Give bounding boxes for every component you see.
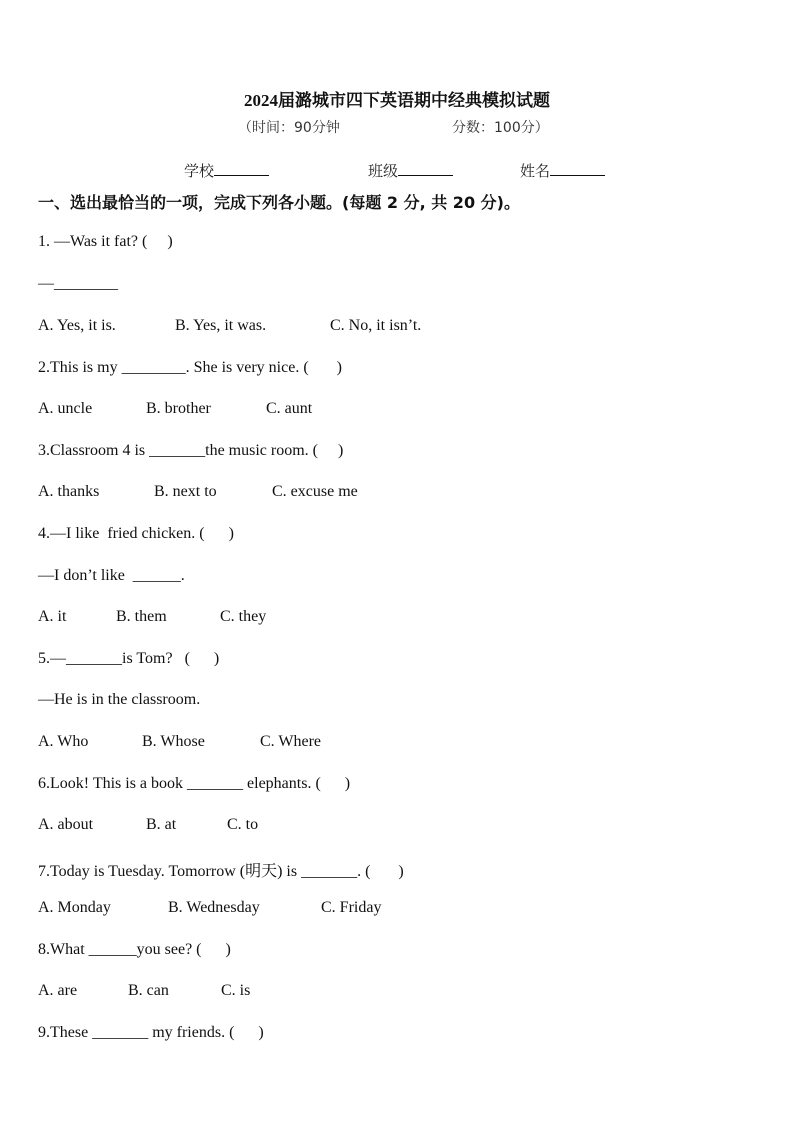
question-2-option-c: C. aunt	[266, 400, 313, 417]
question-6-stem: 6.Look! This is a book _______ elephants. ( )	[38, 775, 351, 792]
school-field	[184, 160, 269, 181]
question-5-option-c: C. Where	[260, 733, 322, 750]
question-8-option-b: B. can	[128, 982, 169, 999]
exam-score: 分数：100分）	[452, 120, 549, 136]
question-6-option-a: A. about	[38, 816, 94, 833]
question-3-stem: 3.Classroom 4 is _______the music room. ( )	[38, 442, 344, 459]
name-field	[520, 160, 605, 181]
question-1-option-a: A. Yes, it is.	[38, 317, 116, 334]
class-field	[368, 160, 453, 181]
question-7-option-c: C. Friday	[321, 899, 382, 916]
question-6-option-b: B. at	[146, 816, 177, 833]
section-heading: 一、选出最恰当的一项，完成下列各小题。(每题 2 分, 共 20 分)。	[38, 193, 520, 212]
school-blank	[214, 161, 269, 176]
question-2-option-a: A. uncle	[38, 400, 93, 417]
school-label: 学校	[184, 162, 215, 180]
question-9-stem: 9.These _______ my friends. ( )	[38, 1024, 264, 1041]
question-8-option-c: C. is	[221, 982, 251, 999]
question-3-option-a: A. thanks	[38, 483, 100, 500]
question-7-option-b: B. Wednesday	[168, 899, 260, 916]
name-label: 姓名	[520, 162, 551, 180]
question-1-option-b: B. Yes, it was.	[175, 317, 267, 334]
question-2-option-b: B. brother	[146, 400, 211, 417]
name-blank	[550, 161, 605, 176]
question-4-option-b: B. them	[116, 608, 167, 625]
question-1-answer-line: —________	[38, 275, 118, 292]
question-4-option-c: C. they	[220, 608, 267, 625]
question-5-option-a: A. Who	[38, 733, 89, 750]
class-blank	[398, 161, 453, 176]
question-8-stem: 8.What ______you see? ( )	[38, 941, 231, 958]
question-3-option-b: B. next to	[154, 483, 217, 500]
class-label: 班级	[368, 162, 399, 180]
page-title: 2024届潞城市四下英语期中经典模拟试题	[244, 91, 550, 110]
question-7-stem: 7.Today is Tuesday. Tomorrow (明天) is _______. ( )	[38, 863, 404, 880]
question-1-option-c: C. No, it isn’t.	[330, 317, 422, 334]
question-7-option-a: A. Monday	[38, 899, 111, 916]
question-1-stem: 1. —Was it fat? ( )	[38, 233, 173, 250]
question-5-option-b: B. Whose	[142, 733, 205, 750]
question-6-option-c: C. to	[227, 816, 259, 833]
question-4-stem: 4.—I like fried chicken. ( )	[38, 525, 234, 542]
question-4-option-a: A. it	[38, 608, 67, 625]
question-4-reply: —I don’t like ______.	[38, 567, 185, 584]
exam-time: （时间：90分钟	[238, 120, 340, 136]
question-5-stem: 5.—_______is Tom? ( )	[38, 650, 220, 667]
question-8-option-a: A. are	[38, 982, 78, 999]
question-2-stem: 2.This is my ________. She is very nice. ( )	[38, 359, 342, 376]
question-5-reply: —He is in the classroom.	[38, 691, 201, 708]
question-3-option-c: C. excuse me	[272, 483, 358, 500]
